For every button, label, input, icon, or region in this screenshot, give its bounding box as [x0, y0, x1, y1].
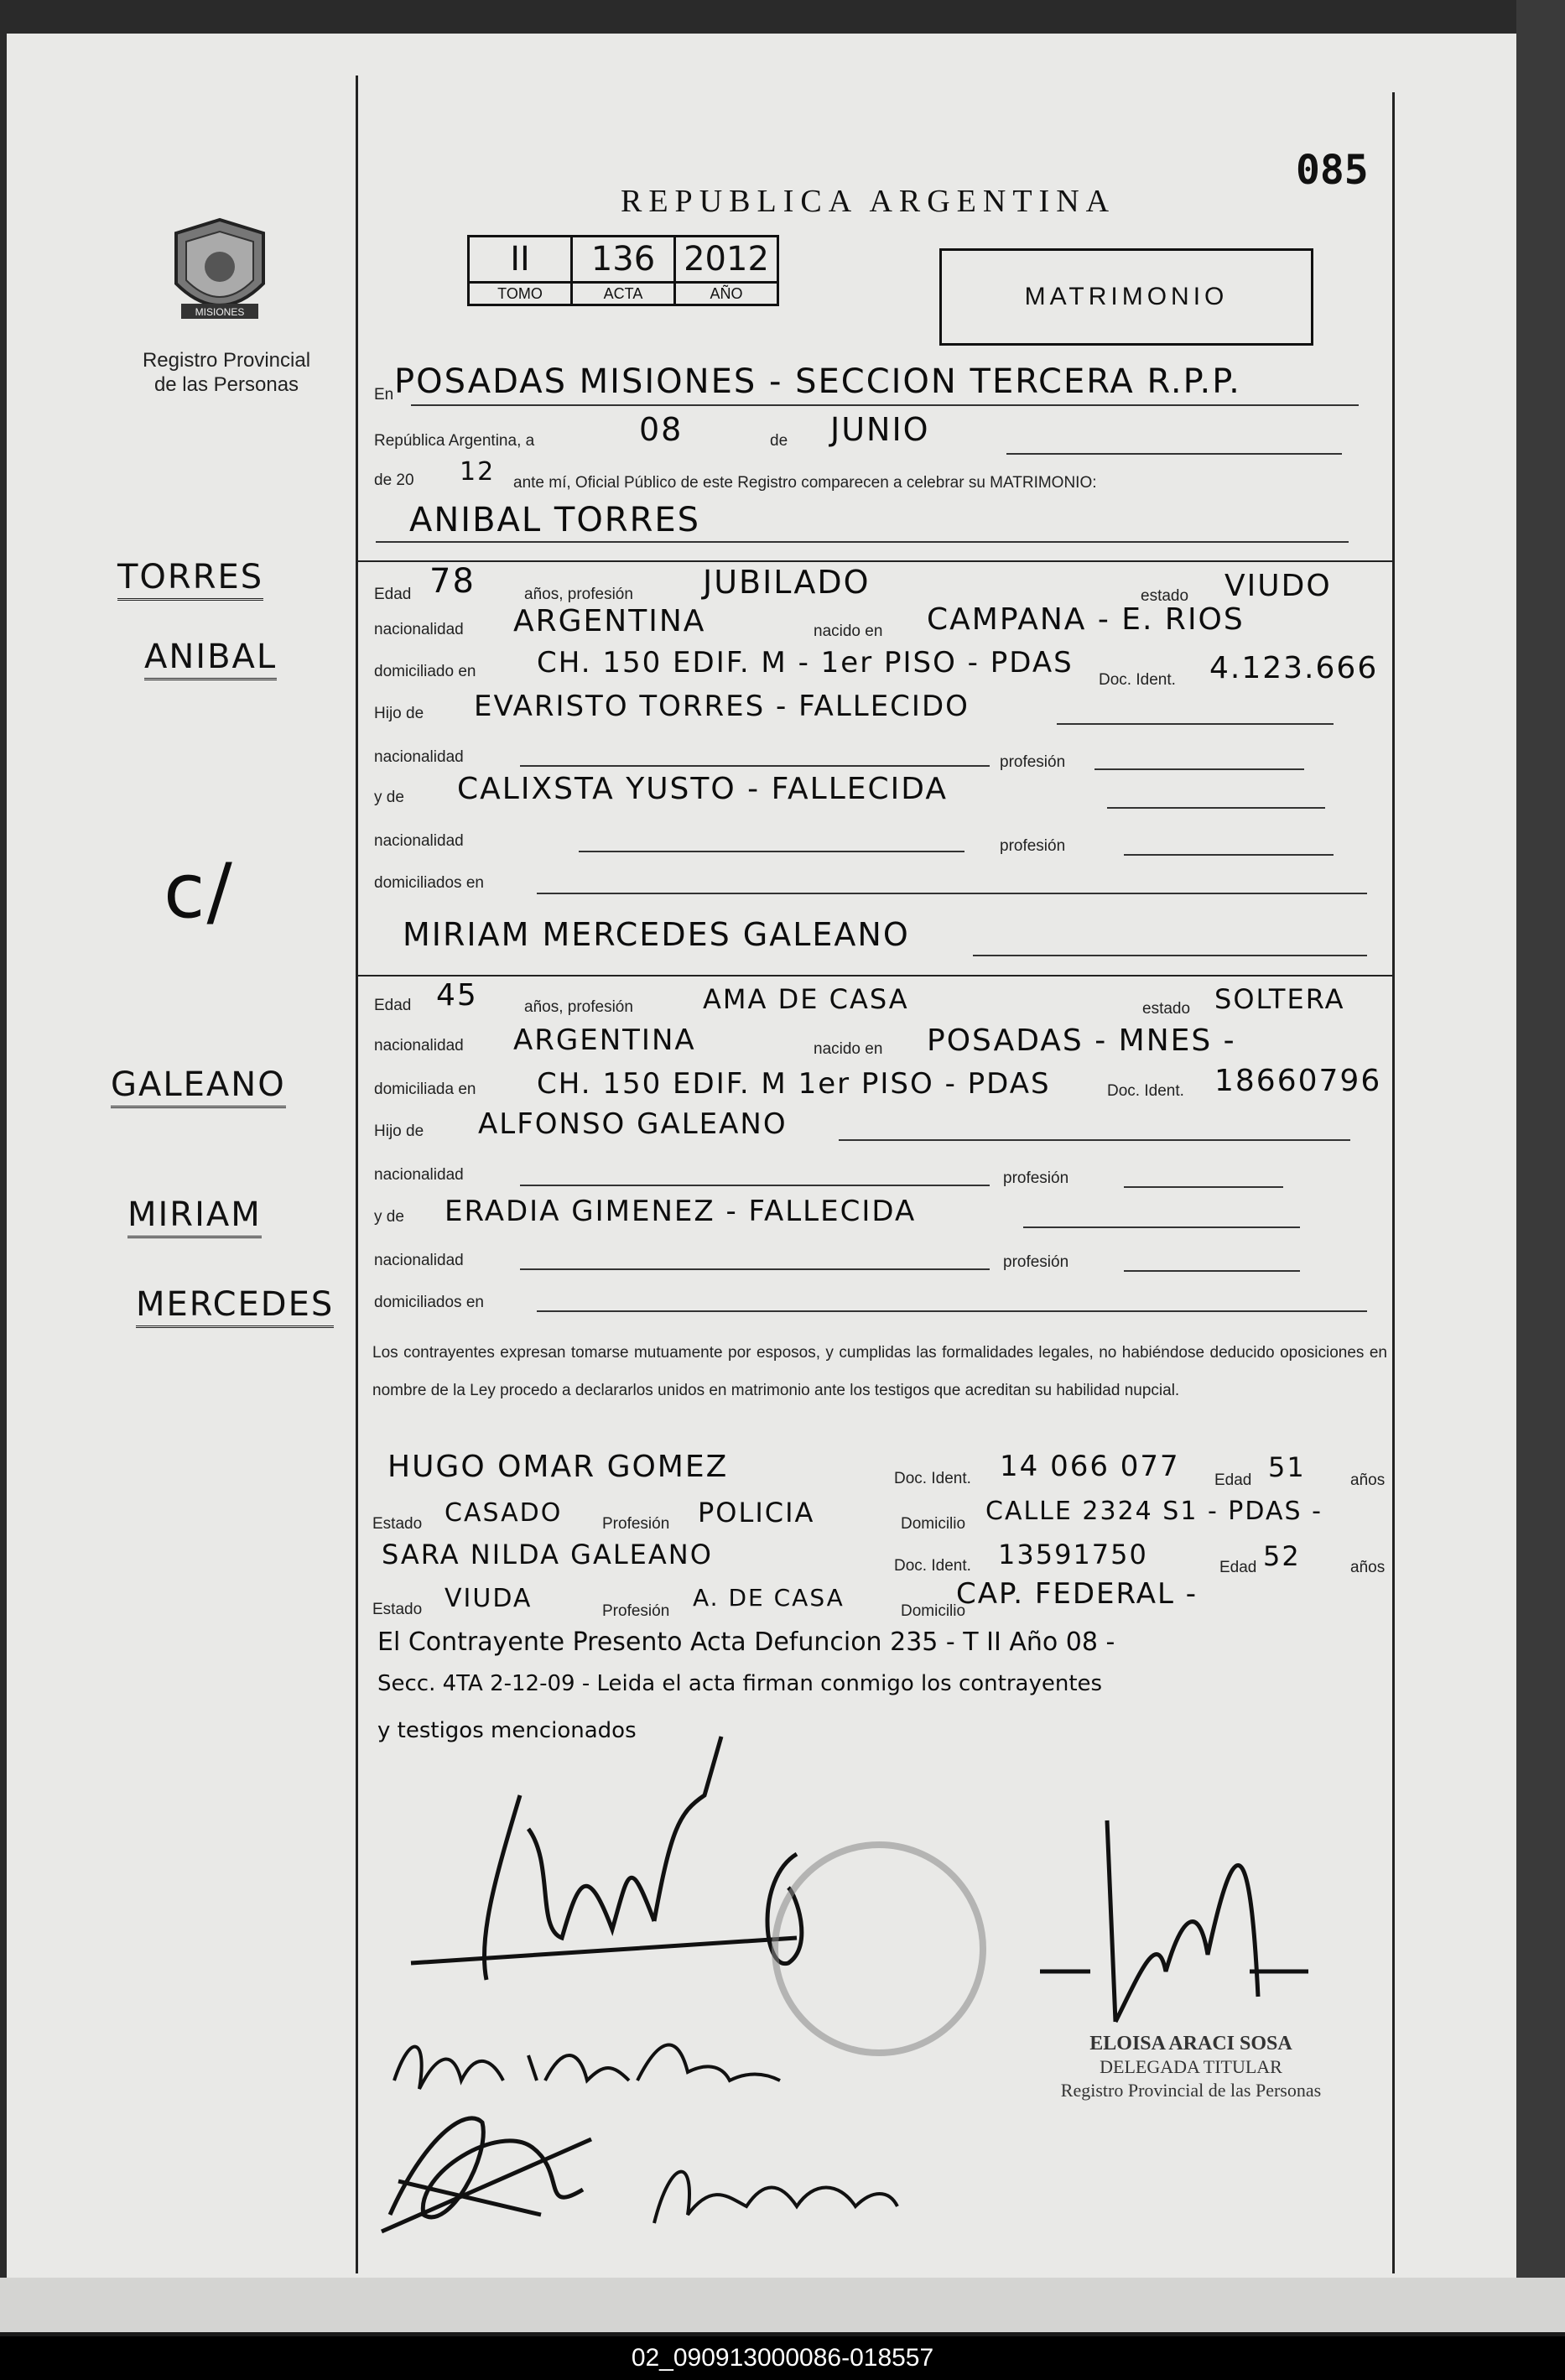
bride-doc: 18660796 [1214, 1064, 1382, 1098]
witness1-doc-label: Doc. Ident. [894, 1470, 971, 1487]
bride-hijo-label: Hijo de [374, 1122, 424, 1140]
groom-estado: VIUDO [1224, 569, 1332, 603]
witness1-profession: POLICIA [698, 1497, 815, 1529]
registry-name [117, 348, 335, 397]
rule [839, 1139, 1350, 1141]
book-edge [1516, 0, 1565, 2332]
rule [376, 541, 1349, 543]
bride-estado-label: estado [1142, 1000, 1191, 1018]
groom-estado-label: estado [1141, 587, 1189, 605]
witness2-edad-label: Edad [1219, 1559, 1257, 1576]
rule [1124, 1270, 1300, 1272]
witness2-doc: 13591750 [998, 1539, 1148, 1570]
right-margin-line [1392, 92, 1395, 2273]
bride-birthplace: POSADAS - MNES - [927, 1023, 1236, 1058]
witness1-edad-label: Edad [1214, 1471, 1252, 1489]
groom-edad-label: Edad [374, 586, 412, 603]
acta-label: ACTA [572, 283, 675, 305]
document-type-box: MATRIMONIO [939, 248, 1313, 346]
official-name: ELOISA ARACI SOSA [1089, 2033, 1292, 2055]
ante-text: ante mí, Oficial Público de este Registro comparecen a celebrar su MATRIMONIO: [513, 474, 1097, 492]
groom-doc: 4.123.666 [1209, 651, 1379, 685]
witness2-prof-label: Profesión [602, 1602, 670, 1620]
witness1-estado-label: Estado [372, 1515, 423, 1533]
official-title: DELEGADA TITULAR [1100, 2056, 1282, 2077]
bride-nacido-label: nacido en [814, 1040, 883, 1058]
bride-profession: AMA DE CASA [703, 983, 909, 1015]
groom-father: EVARISTO TORRES - FALLECIDO [474, 690, 970, 723]
note-line-2: Secc. 4TA 2-12-09 - Leida el acta firman conmigo los contrayentes [377, 1671, 1103, 1696]
misiones-coat-of-arms-icon [168, 216, 272, 331]
tomo-label: TOMO [469, 283, 572, 305]
witness2-estado-label: Estado [372, 1601, 423, 1618]
witness2-age: 52 [1263, 1540, 1301, 1572]
caption-text: 02_090913000086-018557 [631, 2344, 934, 2372]
groom-doc-label: Doc. Ident. [1099, 671, 1176, 689]
acta-value: 136 [572, 237, 675, 283]
bride-nationality: ARGENTINA [513, 1023, 696, 1057]
anio-value: 2012 [675, 237, 778, 283]
witness1-anios-label: años [1350, 1471, 1386, 1489]
registry-name-line2: de las Personas [153, 373, 299, 396]
de-label: de [770, 432, 788, 450]
bride-yde-label: y de [374, 1208, 404, 1226]
witness2-estado: VIUDA [445, 1584, 533, 1613]
rule [973, 955, 1367, 956]
groom-dom-label: domiciliado en [374, 663, 476, 680]
groom-prof-label: años, profesión [524, 586, 633, 603]
en-label: En [374, 386, 394, 404]
margin-line [356, 76, 358, 2273]
rule [520, 1268, 990, 1270]
rule [1023, 1226, 1300, 1228]
groom-profession: JUBILADO [703, 564, 871, 601]
witness1-name: HUGO OMAR GOMEZ [387, 1450, 729, 1484]
anio-label: AÑO [675, 283, 778, 305]
groom-nac3-label: nacionalidad [374, 832, 464, 850]
margin-name-bride-2: MERCEDES [136, 1285, 334, 1328]
bride-doms-label: domiciliados en [374, 1294, 484, 1311]
bride-edad-label: Edad [374, 997, 412, 1014]
witness1-doc: 14 066 077 [1000, 1450, 1180, 1483]
place-handwritten: POSADAS MISIONES - SECCION TERCERA R.P.P. [394, 362, 1241, 401]
country-heading: REPUBLICA ARGENTINA [621, 184, 1116, 219]
margin-surname-groom: TORRES [117, 558, 263, 601]
rule [537, 893, 1367, 894]
witness1-estado: CASADO [445, 1498, 563, 1528]
bride-dom-label: domiciliada en [374, 1081, 476, 1098]
de20-label: de 20 [374, 471, 414, 489]
registry-name-line1: Registro Provincial [142, 349, 311, 372]
bride-mother: ERADIA GIMENEZ - FALLECIDA [445, 1195, 917, 1228]
witness2-anios-label: años [1350, 1559, 1386, 1576]
groom-prof2-label: profesión [1000, 753, 1066, 771]
groom-birthplace: CAMPANA - E. RIOS [927, 602, 1245, 637]
official-registry: Registro Provincial de las Personas [1060, 2080, 1322, 2101]
rule [1124, 854, 1334, 856]
groom-address: CH. 150 EDIF. M - 1er PISO - PDAS [537, 646, 1074, 680]
bride-father: ALFONSO GALEANO [478, 1107, 788, 1141]
witness2-signature [637, 2148, 906, 2232]
rule [1107, 807, 1325, 809]
rule [1057, 723, 1334, 725]
groom-age: 78 [429, 562, 476, 601]
official-seal-icon [772, 1841, 986, 2056]
bride-name: MIRIAM MERCEDES GALEANO [403, 916, 910, 953]
declaration-text: Los contrayentes expresan tomarse mutuamente por esposos, y cumplidas las formalidades legales, no habiéndose deducido oposiciones en nombre de la Ley procedo a declararlos unidos en matrimonio ante los testigos que acreditan su habilidad nupcial. [372, 1344, 1387, 1399]
groom-yde-label: y de [374, 789, 404, 806]
witness1-address: CALLE 2324 S1 - PDAS - [985, 1497, 1323, 1526]
bottom-strip [0, 2278, 1565, 2332]
svg-text:MISIONES: MISIONES [195, 306, 245, 318]
bride-nac2-label: nacionalidad [374, 1166, 464, 1184]
official-signature [1040, 1804, 1308, 2039]
image-caption [0, 2336, 1565, 2380]
rule [411, 404, 1359, 406]
witness1-dom-label: Domicilio [901, 1515, 966, 1533]
bride-doc-label: Doc. Ident. [1107, 1082, 1184, 1100]
rule [1094, 768, 1304, 770]
bride-nac3-label: nacionalidad [374, 1252, 464, 1269]
witness2-dom-label: Domicilio [901, 1602, 966, 1620]
margin-connector: c/ [164, 847, 234, 935]
tomo-value: II [469, 237, 572, 283]
witness2-profession: A. DE CASA [693, 1584, 845, 1612]
witness2-doc-label: Doc. Ident. [894, 1557, 971, 1575]
month: JUNIO [830, 411, 930, 448]
witness2-name: SARA NILDA GALEANO [382, 1539, 713, 1570]
tomo-acta-anio-table [467, 235, 779, 306]
bride-nac-label: nacionalidad [374, 1037, 464, 1055]
section-divider [357, 560, 1392, 562]
margin-name-groom: ANIBAL [144, 638, 277, 680]
bride-prof-label: años, profesión [524, 998, 633, 1016]
witness1-prof-label: Profesión [602, 1515, 670, 1533]
margin-name-bride-1: MIRIAM [127, 1195, 262, 1238]
republica-label: República Argentina, a [374, 432, 535, 450]
day: 08 [639, 411, 684, 448]
groom-name: ANIBAL TORRES [409, 501, 701, 539]
section-divider [357, 975, 1392, 976]
bride-prof2-label: profesión [1003, 1169, 1069, 1187]
witness1-signature [373, 2089, 625, 2248]
bride-estado: SOLTERA [1214, 983, 1345, 1015]
groom-doms-label: domiciliados en [374, 874, 484, 892]
official-stamp-text [1048, 2032, 1334, 2102]
groom-nac-label: nacionalidad [374, 621, 464, 638]
note-line-1: El Contrayente Presento Acta Defuncion 235 - T II Año 08 - [377, 1627, 1115, 1657]
rule [537, 1310, 1367, 1312]
folio-number: 085 [1296, 147, 1369, 194]
witness1-age: 51 [1268, 1451, 1306, 1483]
bride-address: CH. 150 EDIF. M 1er PISO - PDAS [537, 1067, 1051, 1101]
groom-hijo-label: Hijo de [374, 705, 424, 722]
bride-prof3-label: profesión [1003, 1253, 1069, 1271]
groom-nacido-label: nacido en [814, 622, 883, 640]
groom-mother: CALIXSTA YUSTO - FALLECIDA [457, 772, 948, 806]
bride-age: 45 [436, 978, 478, 1013]
rule [520, 765, 990, 767]
groom-prof3-label: profesión [1000, 837, 1066, 855]
rule [579, 851, 964, 852]
rule [1124, 1186, 1283, 1188]
witness2-address: CAP. FEDERAL - [956, 1577, 1198, 1611]
year-suffix: 12 [460, 457, 496, 487]
rule [1006, 453, 1342, 455]
rule [520, 1185, 990, 1186]
note-line-3: y testigos mencionados [377, 1718, 637, 1743]
groom-nac2-label: nacionalidad [374, 748, 464, 766]
margin-surname-bride: GALEANO [111, 1065, 286, 1108]
groom-nationality: ARGENTINA [513, 604, 706, 638]
